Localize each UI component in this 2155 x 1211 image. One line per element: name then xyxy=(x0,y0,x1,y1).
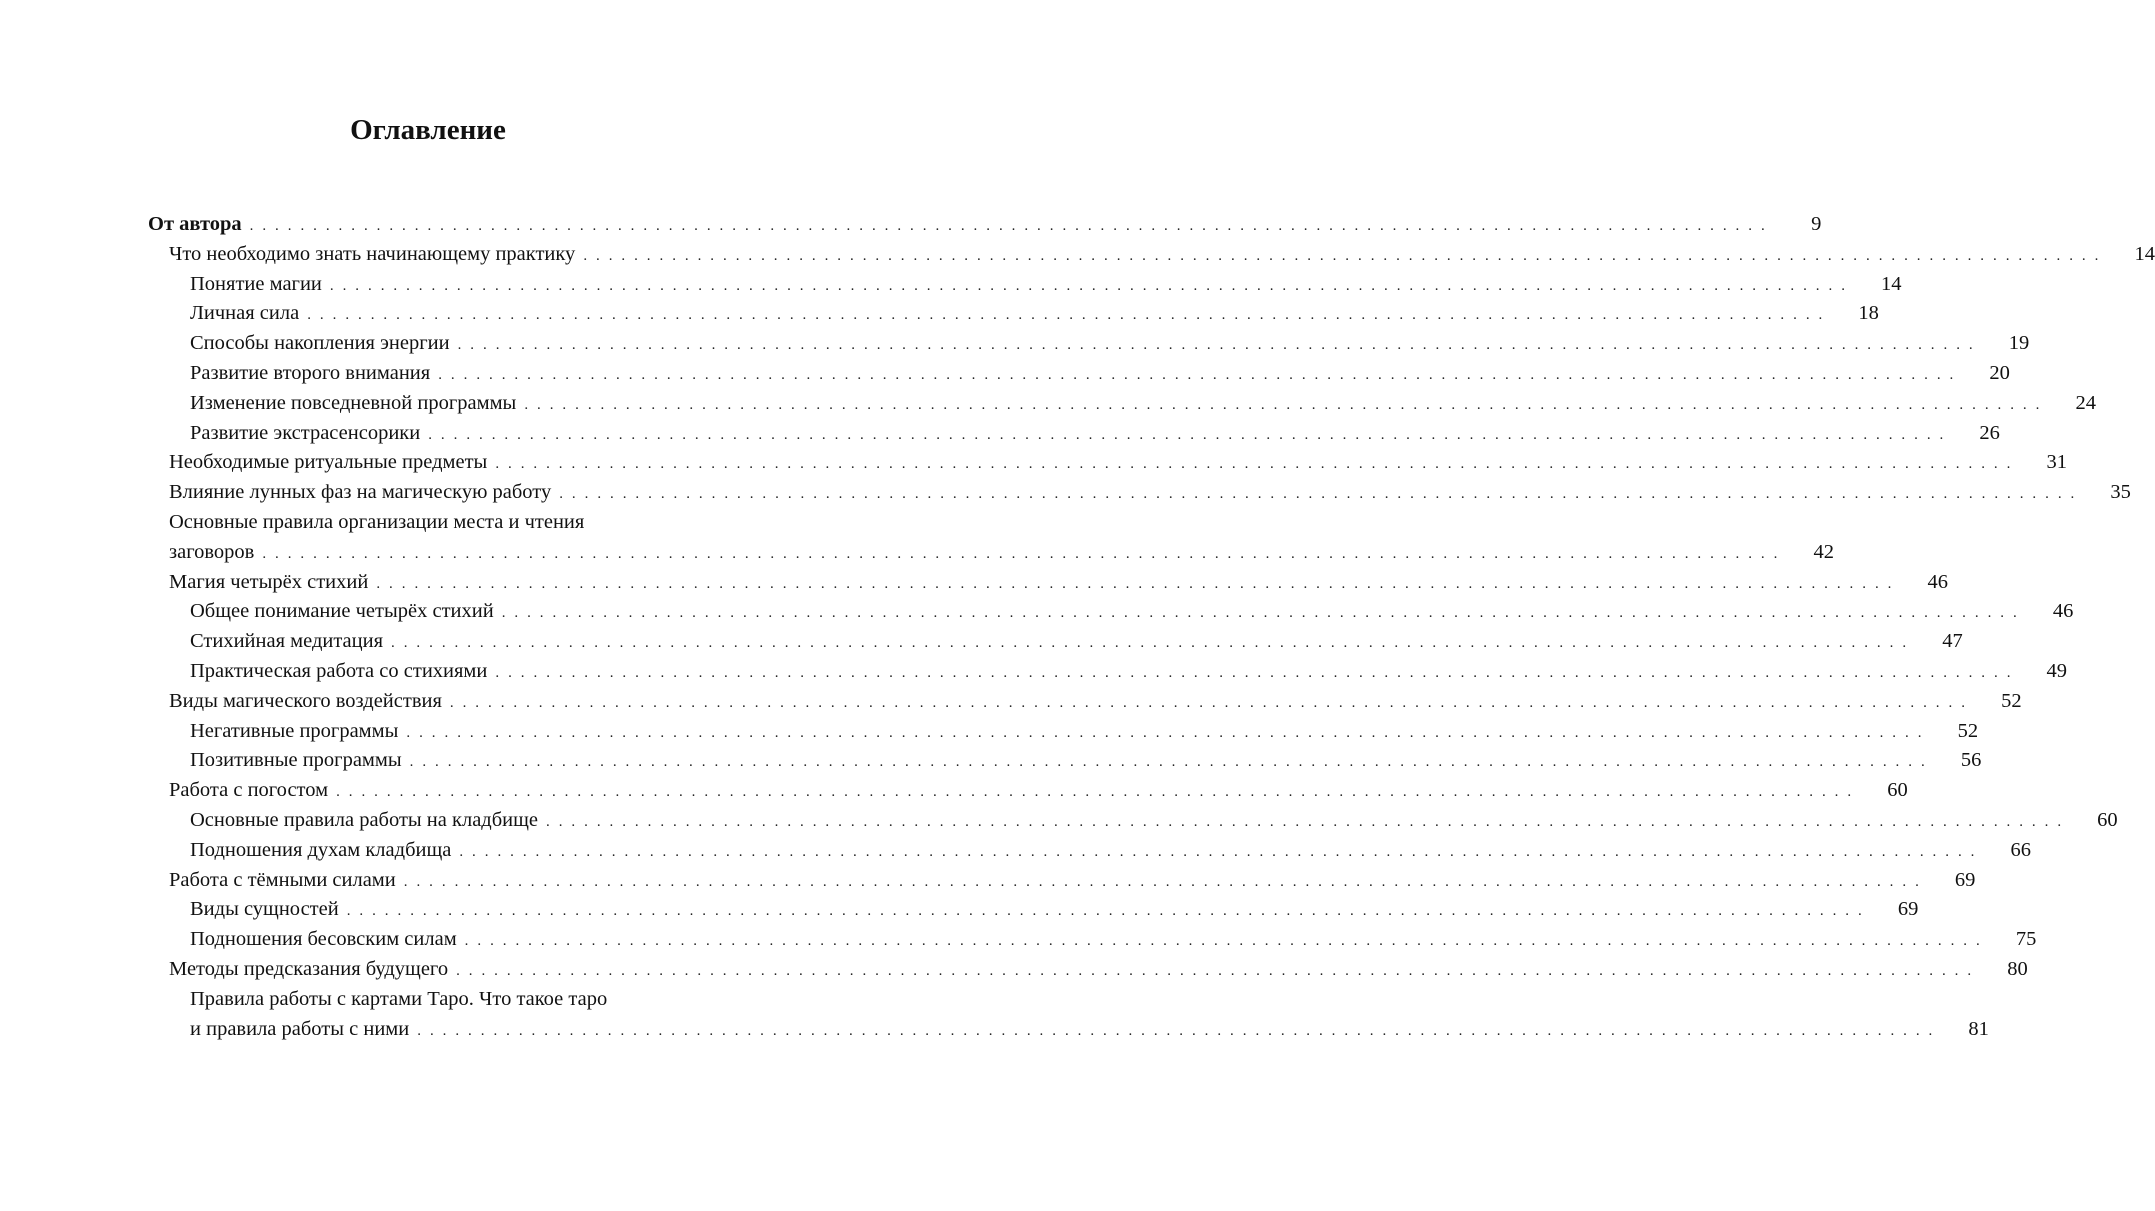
toc-entry-label-line1: Правила работы с картами Таро. Что такое таро xyxy=(190,987,608,1010)
toc-entry-page-number: 24 xyxy=(2075,391,2096,414)
table-of-contents xyxy=(148,210,2155,1044)
toc-entry xyxy=(148,866,1976,896)
toc-entry-page-number: 26 xyxy=(1979,421,2000,444)
dot-leader: . . . . . . . . . . . . . . . . . . . . . . . . . . . . . . . . . . . . . . . . . . . . . . . . . . . . . . . . . . . . . . . . . . . . . . . . . . . . . . . . . . . . . . . . . . . . . . . . . . . . . . . . . . . . . . . . . . . . . . . . xyxy=(464,933,1983,950)
toc-entry xyxy=(148,240,2155,270)
toc-entry-page-number: 19 xyxy=(2008,332,2030,355)
toc-entry xyxy=(148,925,2037,955)
toc-entry xyxy=(148,776,1908,806)
dot-leader: . . . . . . . . . . . . . . . . . . . . . . . . . . . . . . . . . . . . . . . . . . . . . . . . . . . . . . . . . . . . . . . . . . . . . . . . . . . . . . . . . . . . . . . . . . . . . . . . . . . . . . . . . . . . . . . . . . . . . . . . xyxy=(262,545,1780,562)
toc-entry-page-number: 14 xyxy=(2134,242,2155,265)
toc-entry-page-number: 52 xyxy=(1957,719,1979,742)
dot-leader: . . . . . . . . . . . . . . . . . . . . . . . . . . . . . . . . . . . . . . . . . . . . . . . . . . . . . . . . . . . . . . . . . . . . . . . . . . . . . . . . . . . . . . . . . . . . . . . . . . . . . . . . . . . . . . . . . . . . . . . . xyxy=(329,277,1848,294)
toc-entry-page-number: 49 xyxy=(2046,659,2068,682)
toc-entry xyxy=(148,895,1919,925)
toc-entry-page-number: 60 xyxy=(1887,779,1908,802)
toc-entry-page-number: 75 xyxy=(2015,928,2037,951)
toc-entry xyxy=(148,210,1822,240)
toc-entry-page-number: 69 xyxy=(1897,898,1919,921)
toc-entry xyxy=(148,806,2118,836)
toc-entry-label: Общее понимание четырёх стихий xyxy=(190,600,494,623)
toc-entry-label: Практическая работа со стихиями xyxy=(190,659,488,682)
dot-leader: . . . . . . . . . . . . . . . . . . . . . . . . . . . . . . . . . . . . . . . . . . . . . . . . . . . . . . . . . . . . . . . . . . . . . . . . . . . . . . . . . . . . . . . . . . . . . . . . . . . . . . . . . . . . . . . . . . . . . . . . xyxy=(406,724,1925,741)
dot-leader: . . . . . . . . . . . . . . . . . . . . . . . . . . . . . . . . . . . . . . . . . . . . . . . . . . . . . . . . . . . . . . . . . . . . . . . . . . . . . . . . . . . . . . . . . . . . . . . . . . . . . . . . . . . . . . . . . . . . . . . . xyxy=(459,843,1978,860)
dot-leader: . . . . . . . . . . . . . . . . . . . . . . . . . . . . . . . . . . . . . . . . . . . . . . . . . . . . . . . . . . . . . . . . . . . . . . . . . . . . . . . . . . . . . . . . . . . . . . . . . . . . . . . . . . . . . . . . . . . . . . . . xyxy=(456,962,1974,979)
toc-entry-label: Понятие магии xyxy=(190,272,322,295)
toc-entry-label: Необходимые ритуальные предметы xyxy=(169,451,488,474)
dot-leader: . . . . . . . . . . . . . . . . . . . . . . . . . . . . . . . . . . . . . . . . . . . . . . . . . . . . . . . . . . . . . . . . . . . . . . . . . . . . . . . . . . . . . . . . . . . . . . . . . . . . . . . . . . . . . . . . . . . . . . . . xyxy=(438,366,1956,383)
dot-leader: . . . . . . . . . . . . . . . . . . . . . . . . . . . . . . . . . . . . . . . . . . . . . . . . . . . . . . . . . . . . . . . . . . . . . . . . . . . . . . . . . . . . . . . . . . . . . . . . . . . . . . . . . . . . . . . . . . . . . . . . xyxy=(449,694,1968,711)
toc-entry-label: Способы накопления энергии xyxy=(190,332,450,355)
toc-entry-label: Виды магического воздействия xyxy=(169,689,442,712)
dot-leader: . . . . . . . . . . . . . . . . . . . . . . . . . . . . . . . . . . . . . . . . . . . . . . . . . . . . . . . . . . . . . . . . . . . . . . . . . . . . . . . . . . . . . . . . . . . . . . . . . . . . . . . . . . . . . . . . . . . . . . . . xyxy=(376,575,1895,592)
dot-leader: . . . . . . . . . . . . . . . . . . . . . . . . . . . . . . . . . . . . . . . . . . . . . . . . . . . . . . . . . . . . . . . . . . . . . . . . . . . . . . . . . . . . . . . . . . . . . . . . . . . . . . . . . . . . . . . . . . . . . . . . xyxy=(391,635,1909,652)
dot-leader: . . . . . . . . . . . . . . . . . . . . . . . . . . . . . . . . . . . . . . . . . . . . . . . . . . . . . . . . . . . . . . . . . . . . . . . . . . . . . . . . . . . . . . . . . . . . . . . . . . . . . . . . . . . . . . . . . . . . . . . . xyxy=(559,486,2077,503)
toc-entry xyxy=(148,597,2074,627)
toc-entry-page-number: 18 xyxy=(1858,302,1879,325)
dot-leader: . . . . . . . . . . . . . . . . . . . . . . . . . . . . . . . . . . . . . . . . . . . . . . . . . . . . . . . . . . . . . . . . . . . . . . . . . . . . . . . . . . . . . . . . . . . . . . . . . . . . . . . . . . . . . . . . . . . . . . . . xyxy=(524,396,2042,413)
toc-entry xyxy=(148,299,1879,329)
toc-entry-label: Стихийная медитация xyxy=(190,630,384,653)
toc-entry xyxy=(148,955,2028,985)
dot-leader: . . . . . . . . . . . . . . . . . . . . . . . . . . . . . . . . . . . . . . . . . . . . . . . . . . . . . . . . . . . . . . . . . . . . . . . . . . . . . . . . . . . . . . . . . . . . . . . . . . . . . . . . . . . . . . . . . . . . . . . . xyxy=(546,813,2064,830)
dot-leader: . . . . . . . . . . . . . . . . . . . . . . . . . . . . . . . . . . . . . . . . . . . . . . . . . . . . . . . . . . . . . . . . . . . . . . . . . . . . . . . . . . . . . . . . . . . . . . . . . . . . . . . . . . . . . . . . . . . . . . . . xyxy=(495,456,2013,473)
toc-entry-page-number: 52 xyxy=(2001,689,2022,712)
toc-entry-label: Подношения духам кладбища xyxy=(190,838,452,861)
toc-entry-label: Работа с погостом xyxy=(169,779,329,802)
toc-entry-page-number: 80 xyxy=(2007,957,2028,980)
toc-entry xyxy=(148,389,2096,419)
toc-entry-label-line1: Основные правила организации места и чтения xyxy=(169,510,585,533)
toc-entry xyxy=(148,478,2131,508)
toc-entry xyxy=(148,746,1982,776)
toc-entry xyxy=(148,508,1834,568)
toc-entry-label: От автора xyxy=(148,213,242,235)
toc-entry-page-number: 20 xyxy=(1989,361,2010,384)
dot-leader: . . . . . . . . . . . . . . . . . . . . . . . . . . . . . . . . . . . . . . . . . . . . . . . . . . . . . . . . . . . . . . . . . . . . . . . . . . . . . . . . . . . . . . . . . . . . . . . . . . . . . . . . . . . . . . . . . . . . . . . . xyxy=(307,307,1825,324)
toc-entry-label: Изменение повседневной программы xyxy=(190,391,517,414)
toc-entry-page-number: 81 xyxy=(1968,1017,1989,1040)
page-title: Оглавление xyxy=(350,114,506,146)
dot-leader: . . . . . . . . . . . . . . . . . . . . . . . . . . . . . . . . . . . . . . . . . . . . . . . . . . . . . . . . . . . . . . . . . . . . . . . . . . . . . . . . . . . . . . . . . . . . . . . . . . . . . . . . . . . . . . . . . . . . . . . . xyxy=(409,754,1928,771)
toc-entry-page-number: 46 xyxy=(1927,570,1949,593)
toc-entry-label: Основные правила работы на кладбище xyxy=(190,808,539,831)
toc-entry xyxy=(148,329,2030,359)
toc-entry-page-number: 9 xyxy=(1811,213,1822,235)
toc-entry-page-number: 56 xyxy=(1960,749,1982,772)
toc-entry xyxy=(148,985,1989,1045)
dot-leader: . . . . . . . . . . . . . . . . . . . . . . . . . . . . . . . . . . . . . . . . . . . . . . . . . . . . . . . . . . . . . . . . . . . . . . . . . . . . . . . . . . . . . . . . . . . . . . . . . . . . . . . . . . . . . . . . . . . . . . . . xyxy=(346,903,1865,920)
dot-leader: . . . . . . . . . . . . . . . . . . . . . . . . . . . . . . . . . . . . . . . . . . . . . . . . . . . . . . . . . . . . . . . . . . . . . . . . . . . . . . . . . . . . . . . . . . . . . . . . . . . . . . . . . . . . . . . . . . . . . . . . xyxy=(336,784,1854,801)
dot-leader: . . . . . . . . . . . . . . . . . . . . . . . . . . . . . . . . . . . . . . . . . . . . . . . . . . . . . . . . . . . . . . . . . . . . . . . . . . . . . . . . . . . . . . . . . . . . . . . . . . . . . . . . . . . . . . . . . . . . . . . . xyxy=(403,873,1922,890)
toc-entry-label: и правила работы с ними xyxy=(190,1017,410,1040)
toc-entry-label: Магия четырёх стихий xyxy=(169,570,369,593)
toc-entry-label: Развитие второго внимания xyxy=(190,361,431,384)
toc-entry-label: Личная сила xyxy=(190,302,300,325)
toc-entry-label: Развитие экстрасенсорики xyxy=(190,421,421,444)
toc-entry xyxy=(148,627,1963,657)
dot-leader: . . . . . . . . . . . . . . . . . . . . . . . . . . . . . . . . . . . . . . . . . . . . . . . . . . . . . . . . . . . . . . . . . . . . . . . . . . . . . . . . . . . . . . . . . . . . . . . . . . . . . . . . . . . . . . . . . . . . . . . . xyxy=(501,605,2020,622)
toc-entry-label: Подношения бесовским силам xyxy=(190,928,457,951)
toc-entry-page-number: 60 xyxy=(2097,808,2118,831)
toc-entry-page-number: 14 xyxy=(1881,272,1902,295)
toc-entry-label: Влияние лунных фаз на магическую работу xyxy=(169,481,552,504)
dot-leader: . . . . . . . . . . . . . . . . . . . . . . . . . . . . . . . . . . . . . . . . . . . . . . . . . . . . . . . . . . . . . . . . . . . . . . . . . . . . . . . . . . . . . . . . . . . . . . . . . . . . . . . . . . . . . . . . . . . . . . . . xyxy=(457,337,1976,354)
dot-leader: . . . . . . . . . . . . . . . . . . . . . . . . . . . . . . . . . . . . . . . . . . . . . . . . . . . . . . . . . . . . . . . . . . . . . . . . . . . . . . . . . . . . . . . . . . . . . . . . . . . . . . . . . . . . . . . . . . . . . . . . xyxy=(417,1022,1935,1039)
toc-entry xyxy=(148,717,1979,747)
toc-entry-label: Работа с тёмными силами xyxy=(169,868,396,891)
dot-leader: . . . . . . . . . . . . . . . . . . . . . . . . . . . . . . . . . . . . . . . . . . . . . . . . . . . . . . . . . . . . . . . . . . . . . . . . . . . . . . . . . . . . . . . . . . . . . . . . . . . . . . . . . . . . . . . . . . . . . . . . xyxy=(249,218,1768,234)
toc-entry-page-number: 31 xyxy=(2046,451,2067,474)
toc-entry-label: Негативные программы xyxy=(190,719,399,742)
toc-entry xyxy=(148,270,1902,300)
dot-leader: . . . . . . . . . . . . . . . . . . . . . . . . . . . . . . . . . . . . . . . . . . . . . . . . . . . . . . . . . . . . . . . . . . . . . . . . . . . . . . . . . . . . . . . . . . . . . . . . . . . . . . . . . . . . . . . . . . . . . . . . xyxy=(428,426,1946,443)
toc-entry xyxy=(148,657,2068,687)
toc-entry xyxy=(148,568,1949,598)
toc-entry-label: заговоров xyxy=(169,540,255,563)
toc-entry xyxy=(148,419,2000,449)
toc-entry-label: Позитивные программы xyxy=(190,749,402,772)
toc-entry-page-number: 69 xyxy=(1954,868,1976,891)
toc-entry-label: Что необходимо знать начинающему практику xyxy=(169,242,576,265)
dot-leader: . . . . . . . . . . . . . . . . . . . . . . . . . . . . . . . . . . . . . . . . . . . . . . . . . . . . . . . . . . . . . . . . . . . . . . . . . . . . . . . . . . . . . . . . . . . . . . . . . . . . . . . . . . . . . . . . . . . . . . . . xyxy=(583,247,2101,264)
toc-entry xyxy=(148,448,2067,478)
toc-entry xyxy=(148,687,2022,717)
toc-entry-page-number: 47 xyxy=(1942,630,1963,653)
toc-entry xyxy=(148,359,2010,389)
toc-entry-page-number: 46 xyxy=(2052,600,2074,623)
toc-entry-page-number: 35 xyxy=(2110,481,2131,504)
toc-entry-label: Виды сущностей xyxy=(190,898,339,921)
toc-entry xyxy=(148,836,2032,866)
toc-entry-label: Методы предсказания будущего xyxy=(169,957,449,980)
toc-entry-page-number: 66 xyxy=(2010,838,2032,861)
toc-entry-page-number: 42 xyxy=(1813,540,1834,563)
dot-leader: . . . . . . . . . . . . . . . . . . . . . . . . . . . . . . . . . . . . . . . . . . . . . . . . . . . . . . . . . . . . . . . . . . . . . . . . . . . . . . . . . . . . . . . . . . . . . . . . . . . . . . . . . . . . . . . . . . . . . . . . xyxy=(495,664,2014,681)
